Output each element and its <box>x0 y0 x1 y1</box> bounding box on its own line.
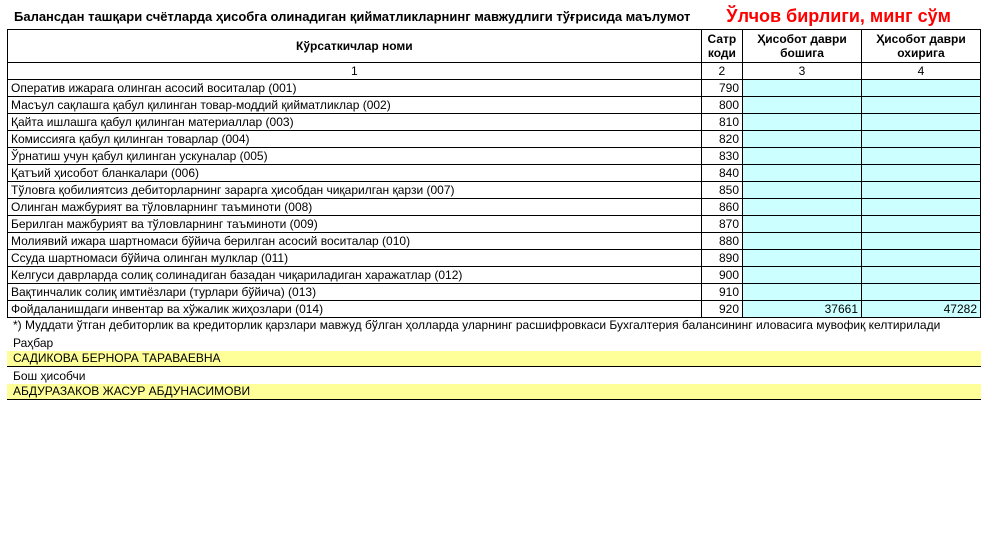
row-code-cell: 900 <box>701 267 742 284</box>
header-indicator-name: Кўрсаткичлар номи <box>8 30 702 63</box>
indicator-name-cell: Қайта ишлашга қабул қилинган материаллар (003) <box>8 114 702 131</box>
indicator-name-cell: Қатъий ҳисобот бланкалари (006) <box>8 165 702 182</box>
row-code-cell: 850 <box>701 182 742 199</box>
row-code-cell: 800 <box>701 97 742 114</box>
table-row <box>8 182 981 199</box>
period-end-value-cell[interactable] <box>862 250 981 267</box>
table-row <box>8 131 981 148</box>
period-end-value-cell[interactable] <box>862 182 981 199</box>
period-end-value-cell[interactable] <box>862 199 981 216</box>
period-end-value-cell[interactable] <box>862 97 981 114</box>
accountant-role-label: Бош ҳисобчи <box>13 369 86 383</box>
period-start-value-cell[interactable] <box>743 267 862 284</box>
table-row <box>8 148 981 165</box>
column-number: 3 <box>743 63 862 80</box>
period-end-value-cell[interactable] <box>862 165 981 182</box>
period-end-value-cell[interactable] <box>862 267 981 284</box>
indicator-name-cell: Тўловга қобилиятсиз дебиторларнинг зарарга ҳисобдан чиқарилган қарзи (007) <box>8 182 702 199</box>
period-start-value-cell[interactable] <box>743 114 862 131</box>
indicator-name-cell: Олинган мажбурият ва тўловларнинг таъминоти (008) <box>8 199 702 216</box>
period-start-value-cell[interactable] <box>743 80 862 97</box>
period-end-value-cell[interactable] <box>862 114 981 131</box>
header-period-start-line1: Ҳисобот даври <box>757 32 847 46</box>
header-row-code-line2: коди <box>707 46 736 60</box>
period-start-value-cell[interactable] <box>743 250 862 267</box>
indicator-name-cell: Келгуси даврларда солиқ солинадиган базадан чиқариладиган харажатлар (012) <box>8 267 702 284</box>
period-end-value-cell[interactable] <box>862 216 981 233</box>
period-start-value-cell[interactable] <box>743 199 862 216</box>
header-period-start <box>743 30 862 63</box>
period-start-value-cell[interactable] <box>743 233 862 250</box>
report-footer <box>7 317 981 400</box>
row-code-cell: 910 <box>701 284 742 301</box>
table-row <box>8 301 981 318</box>
accountant-name-field[interactable]: АБДУРАЗАКОВ ЖАСУР АБДУНАСИМОВИ <box>7 384 981 400</box>
table-row <box>8 267 981 284</box>
table-row <box>8 284 981 301</box>
row-code-cell: 820 <box>701 131 742 148</box>
table-row <box>8 165 981 182</box>
off-balance-table <box>7 29 981 318</box>
period-start-value-cell[interactable] <box>743 165 862 182</box>
column-number: 4 <box>862 63 981 80</box>
row-code-cell: 870 <box>701 216 742 233</box>
report-title: Балансдан ташқари счётларда ҳисобга олинадиган қийматликларнинг мавжудлиги тўғрисида маълумот <box>14 9 691 24</box>
row-code-cell: 880 <box>701 233 742 250</box>
period-start-value-cell[interactable] <box>743 182 862 199</box>
period-end-value-cell[interactable] <box>862 131 981 148</box>
row-code-cell: 890 <box>701 250 742 267</box>
table-row <box>8 199 981 216</box>
row-code-cell: 920 <box>701 301 742 318</box>
table-body <box>8 80 981 318</box>
header-row-code <box>701 30 742 63</box>
indicator-name-cell: Фойдаланишдаги инвентар ва хўжалик жиҳозлари (014) <box>8 301 702 318</box>
row-code-cell: 840 <box>701 165 742 182</box>
row-code-cell: 790 <box>701 80 742 97</box>
header-period-end-line2: охирига <box>897 46 945 60</box>
row-code-cell: 810 <box>701 114 742 131</box>
column-number: 2 <box>701 63 742 80</box>
indicator-name-cell: Молиявий ижара шартномаси бўйича берилган асосий воситалар (010) <box>8 233 702 250</box>
head-name-field[interactable]: САДИКОВА БЕРНОРА ТАРАВАЕВНА <box>7 351 981 367</box>
indicator-name-cell: Ўрнатиш учун қабул қилинган ускуналар (005) <box>8 148 702 165</box>
row-code-cell: 830 <box>701 148 742 165</box>
header-row-code-line1: Сатр <box>707 32 737 46</box>
title-row <box>8 4 983 28</box>
unit-label: Ўлчов бирлиги, минг сўм <box>726 6 951 26</box>
table-row <box>8 97 981 114</box>
header-period-end-line1: Ҳисобот даври <box>876 32 966 46</box>
column-number-row <box>8 63 981 80</box>
indicator-name-cell: Комиссияга қабул қилинган товарлар (004) <box>8 131 702 148</box>
period-end-value-cell[interactable] <box>862 284 981 301</box>
header-period-start-line2: бошига <box>780 46 824 60</box>
footnote: *) Муддати ўтган дебиторлик ва кредиторлик қарзлари мавжуд бўлган ҳолларда уларнинг расшифровкаси Бухгалтерия балансининг иловасига мувофиқ келтирилади <box>13 318 941 332</box>
table-row <box>8 250 981 267</box>
indicator-name-cell: Вақтинчалик солиқ имтиёзлари (турлари бўйича) (013) <box>8 284 702 301</box>
header-period-end <box>862 30 981 63</box>
table-row <box>8 114 981 131</box>
table-row <box>8 233 981 250</box>
period-start-value-cell[interactable] <box>743 131 862 148</box>
head-role-label: Раҳбар <box>13 336 54 350</box>
table-row <box>8 80 981 97</box>
indicator-name-cell: Ссуда шартномаси бўйича олинган мулклар (011) <box>8 250 702 267</box>
period-start-value-cell[interactable] <box>743 148 862 165</box>
column-number: 1 <box>8 63 702 80</box>
table-header-row <box>8 30 981 63</box>
row-code-cell: 860 <box>701 199 742 216</box>
indicator-name-cell: Берилган мажбурият ва тўловларнинг таъминоти (009) <box>8 216 702 233</box>
period-start-value-cell[interactable] <box>743 216 862 233</box>
period-start-value-cell[interactable]: 37661 <box>743 301 862 318</box>
period-start-value-cell[interactable] <box>743 284 862 301</box>
period-end-value-cell[interactable] <box>862 148 981 165</box>
period-end-value-cell[interactable] <box>862 233 981 250</box>
indicator-name-cell: Масъул сақлашга қабул қилинган товар-моддий қийматликлар (002) <box>8 97 702 114</box>
period-start-value-cell[interactable] <box>743 97 862 114</box>
table-row <box>8 216 981 233</box>
indicator-name-cell: Оператив ижарага олинган асосий воситалар (001) <box>8 80 702 97</box>
period-end-value-cell[interactable] <box>862 80 981 97</box>
period-end-value-cell[interactable]: 47282 <box>862 301 981 318</box>
